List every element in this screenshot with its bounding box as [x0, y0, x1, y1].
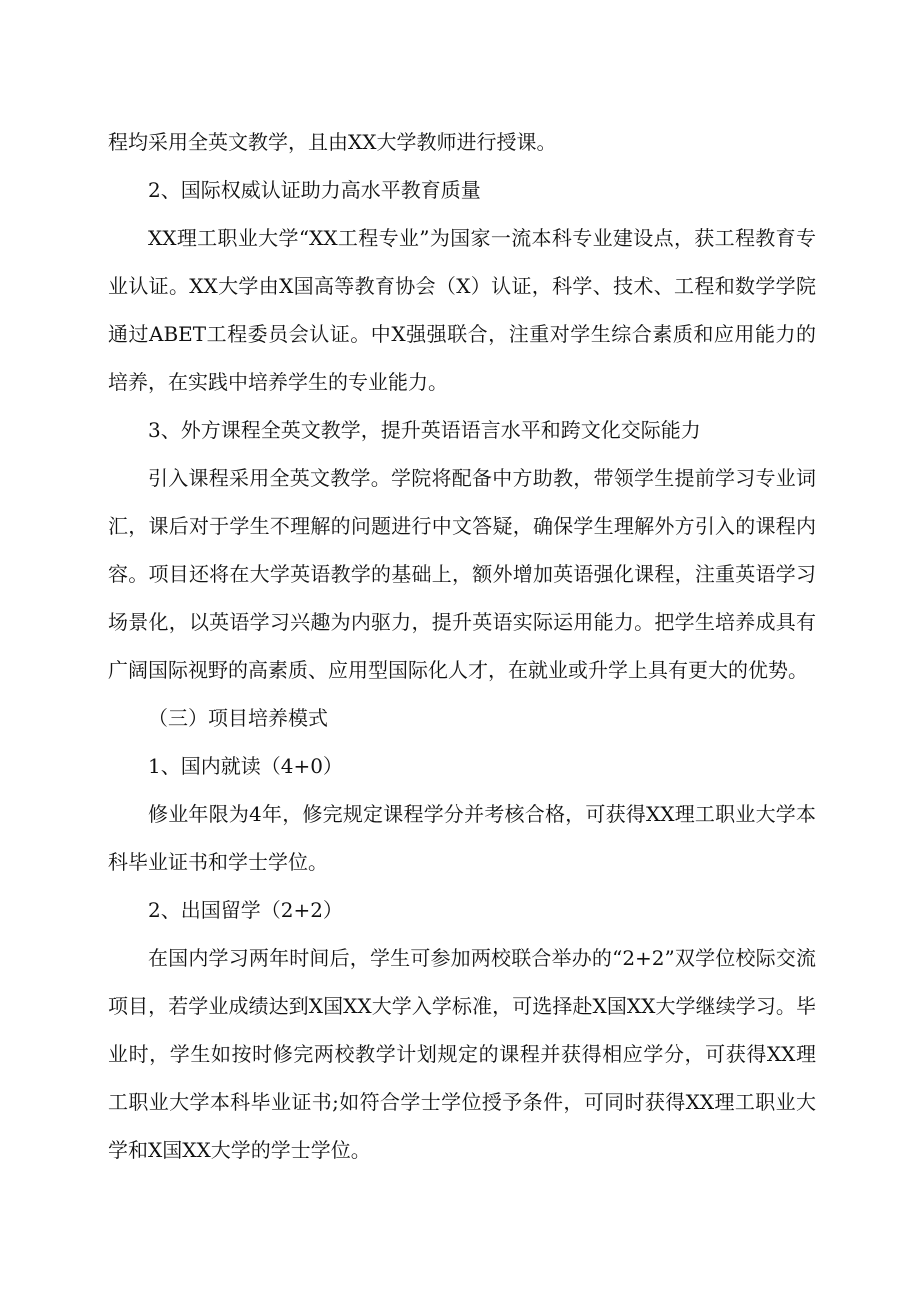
document-body — [108, 118, 816, 1174]
paragraph-accreditation: XX理工职业大学“XX工程专业”为国家一流本科专业建设点，获工程教育专业认证。XX大学由X国高等教育协会（X）认证，科学、技术、工程和数学学院通过ABET工程委员会认证。中X强强联合，注重对学生综合素质和应用能力的培养，在实践中培养学生的专业能力。 — [108, 226, 816, 394]
paragraph-study-abroad: 在国内学习两年时间后，学生可参加两校联合举办的“2+2”双学位校际交流项目，若学业成绩达到X国XX大学入学标准，可选择赴X国XX大学继续学习。毕业时，学生如按时修完两校教学计划规定的课程并获得相应学分，可获得XX理工职业大学本科毕业证书;如符合学士学位授予条件，可同时获得XX理工职业大学和X国XX大学的学士学位。 — [108, 946, 816, 1162]
heading-english-teaching: 3、外方课程全英文教学，提升英语语言水平和跨文化交际能力 — [148, 418, 701, 442]
heading-study-abroad: 2、出国留学（2+2） — [148, 898, 343, 922]
paragraph-english-teaching: 引入课程采用全英文教学。学院将配备中方助教，带领学生提前学习专业词汇，课后对于学生不理解的问题进行中文答疑，确保学生理解外方引入的课程内容。项目还将在大学英语教学的基础上，额外增加英语强化课程，注重英语学习场景化，以英语学习兴趣为内驱力，提升英语实际运用能力。把学生培养成具有广阔国际视野的高素质、应用型国际化人才，在就业或升学上具有更大的优势。 — [108, 466, 816, 682]
heading-domestic-study: 1、国内就读（4+0） — [148, 754, 343, 778]
section-heading-training-mode: （三）项目培养模式 — [148, 706, 328, 730]
heading-international-accreditation: 2、国际权威认证助力高水平教育质量 — [148, 178, 481, 202]
paragraph-continuation: 程均采用全英文教学，且由XX大学教师进行授课。 — [108, 130, 557, 154]
paragraph-domestic-study: 修业年限为4年，修完规定课程学分并考核合格，可获得XX理工职业大学本科毕业证书和学士学位。 — [108, 802, 816, 874]
